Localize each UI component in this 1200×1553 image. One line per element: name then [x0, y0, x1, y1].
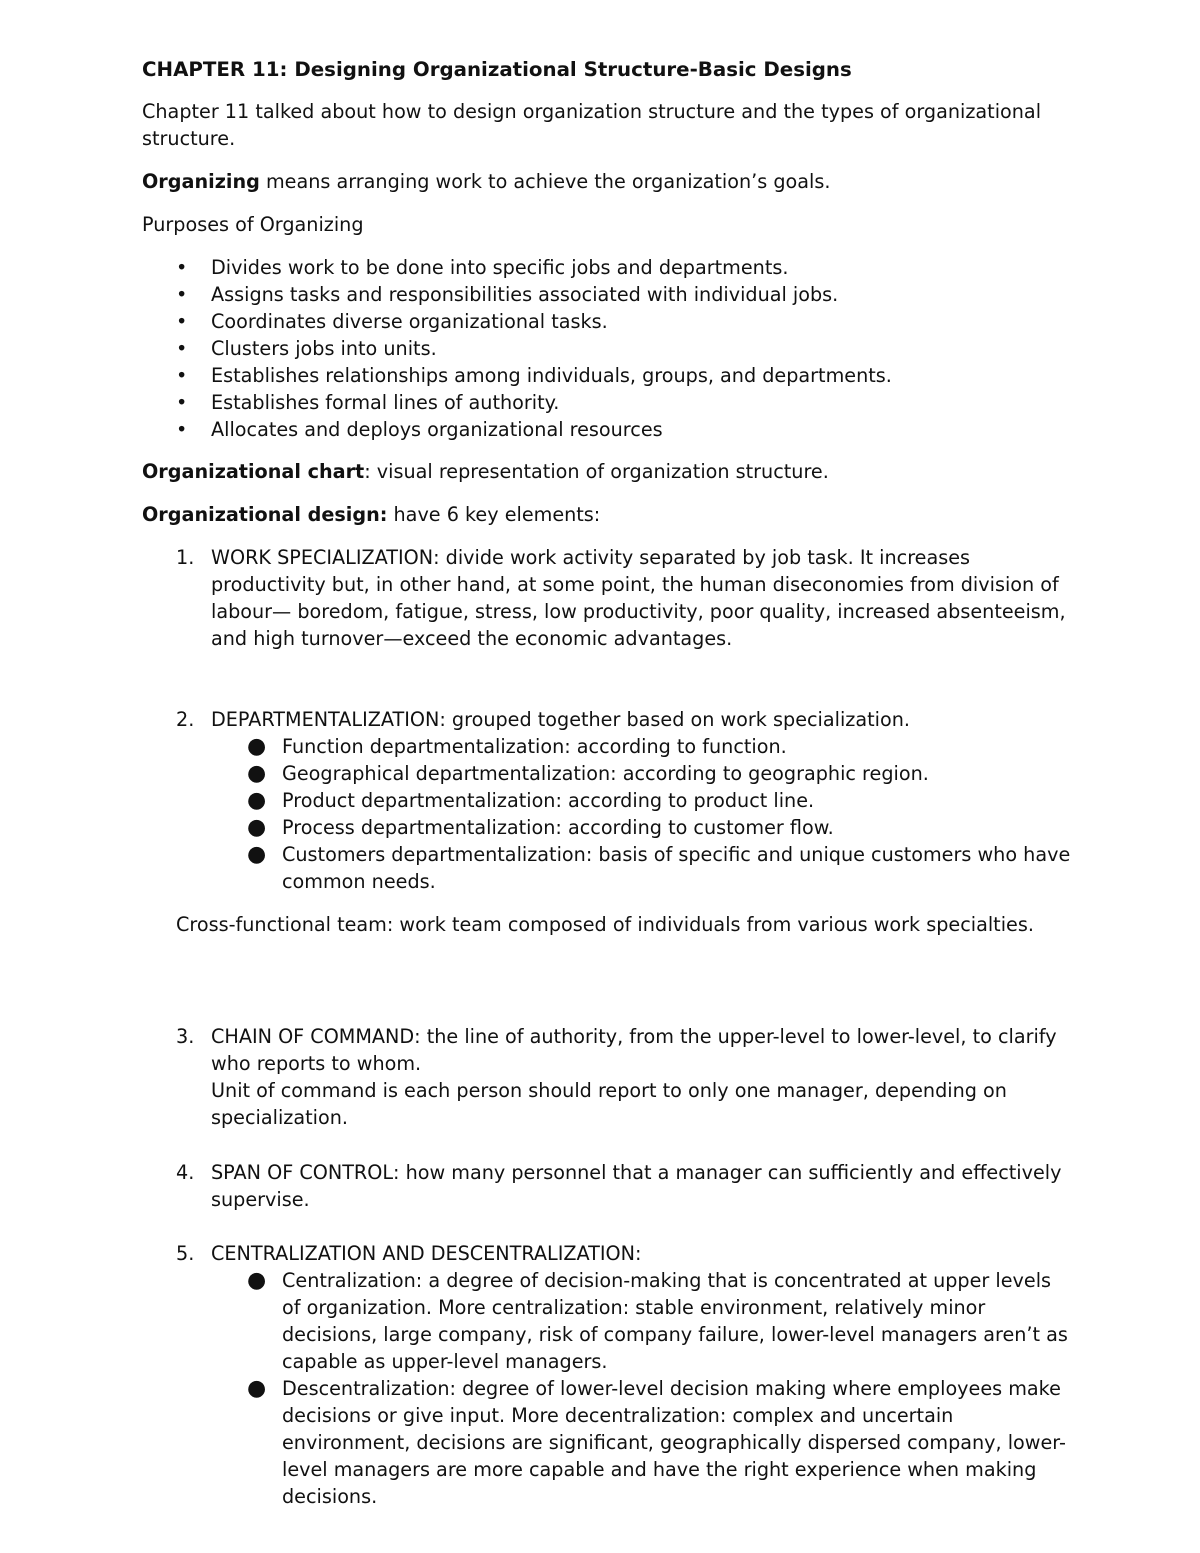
item-number: 4. — [176, 1161, 195, 1184]
bullet-marker: • — [176, 391, 188, 414]
descentralization-text: Descentralization: degree of lower-level decision making where employees make decisions or give input. More decentralization: complex and uncertain environment, decisions are significant, geographically dispersed company, lower-level managers are more capable and have the right experience when making decisions. — [282, 1377, 1066, 1508]
bullet-marker: • — [176, 256, 188, 279]
list-item: ● Process departmentalization: according to customer flow. — [247, 815, 834, 840]
purposes-heading: Purposes of Organizing — [142, 213, 364, 236]
item-number: 1. — [176, 546, 195, 569]
organizing-term: Organizing — [142, 170, 260, 193]
intro-paragraph: Chapter 11 talked about how to design organization structure and the types of organizational structure. — [142, 100, 1042, 150]
org-design-term: Organizational design: — [142, 503, 388, 526]
bullet-marker: ● — [247, 788, 267, 813]
org-chart-term: Organizational chart — [142, 460, 365, 483]
purposes-list — [142, 254, 1072, 443]
bullet-marker: • — [176, 283, 188, 306]
cross-functional-team: Cross-functional team: work team composed of individuals from various work specialties. — [176, 913, 1034, 936]
list-item: ● Product departmentalization: according to product line. — [247, 788, 815, 813]
list-item: ● Customers departmentalization: basis of specific and unique customers who have common needs. — [247, 842, 1071, 893]
item-number: 3. — [176, 1025, 195, 1048]
bullet-marker: ● — [247, 1268, 267, 1293]
bullet-marker: • — [176, 418, 188, 441]
chapter-title: CHAPTER 11: Designing Organizational Structure-Basic Designs — [142, 58, 852, 81]
unit-of-command-text: Unit of command is each person should report to only one manager, depending on specialization. — [211, 1079, 1007, 1129]
list-item: • Divides work to be done into specific jobs and departments. — [176, 256, 789, 279]
element-4 — [142, 1159, 1072, 1213]
list-item — [142, 706, 1072, 733]
org-chart-definition — [142, 458, 1072, 485]
list-item: ● Geographical departmentalization: according to geographic region. — [247, 761, 929, 786]
list-item — [142, 1240, 1072, 1267]
org-design-text: have 6 key elements: — [387, 503, 601, 526]
bullet-marker: • — [176, 310, 188, 333]
centralization-text: Centralization: a degree of decision-making that is concentrated at upper levels of organization. More centralization: stable environment, relatively minor decisions, large company, risk of company failure, lower-level managers aren’t as capable as upper-level managers. — [282, 1269, 1068, 1373]
centralization-list — [142, 1267, 1072, 1510]
centralization-heading: CENTRALIZATION AND DESCENTRALIZATION: — [211, 1242, 642, 1265]
item-number: 2. — [176, 708, 195, 731]
span-of-control-text: SPAN OF CONTROL: how many personnel that a manager can sufficiently and effectively supervise. — [211, 1161, 1062, 1211]
element-3 — [142, 1023, 1072, 1131]
org-chart-text: : visual representation of organization structure. — [364, 460, 829, 483]
bullet-marker: ● — [247, 734, 267, 759]
departmentalization-text: DEPARTMENTALIZATION: grouped together based on work specialization. — [211, 708, 910, 731]
organizing-text: means arranging work to achieve the organization’s goals. — [259, 170, 831, 193]
list-item — [142, 544, 1072, 652]
list-item: • Establishes formal lines of authority. — [176, 391, 560, 414]
list-item — [142, 1375, 1072, 1510]
bullet-marker: ● — [247, 842, 267, 867]
list-item: • Establishes relationships among individuals, groups, and departments. — [176, 364, 892, 387]
list-item: • Allocates and deploys organizational resources — [176, 418, 663, 441]
organizing-definition — [142, 168, 1072, 195]
bullet-marker: ● — [247, 1376, 267, 1401]
list-item: • Assigns tasks and responsibilities associated with individual jobs. — [176, 283, 839, 306]
org-design-definition — [142, 501, 1072, 528]
bullet-marker: • — [176, 337, 188, 360]
list-item — [142, 1267, 1072, 1375]
list-item — [142, 1023, 1072, 1131]
list-item: ● Function departmentalization: according to function. — [247, 734, 787, 759]
work-specialization-text: WORK SPECIALIZATION: divide work activity separated by job task. It increases productivity but, in other hand, at some point, the human diseconomies from division of labour— boredom, fatigue, stress, low productivity, poor quality, increased absenteeism, and high turnover—exceed the economic advantages. — [211, 546, 1066, 650]
list-item — [142, 1159, 1072, 1213]
list-item: • Clusters jobs into units. — [176, 337, 437, 360]
element-5 — [142, 1240, 1072, 1510]
bullet-marker: • — [176, 364, 188, 387]
list-item: • Coordinates diverse organizational tasks. — [176, 310, 608, 333]
departmentalization-list — [142, 733, 1072, 895]
chain-of-command-text: CHAIN OF COMMAND: the line of authority, from the upper-level to lower-level, to clarify who reports to whom. — [211, 1025, 1057, 1075]
element-2 — [142, 706, 1072, 895]
bullet-marker: ● — [247, 761, 267, 786]
element-1 — [142, 544, 1072, 652]
bullet-marker: ● — [247, 815, 267, 840]
item-number: 5. — [176, 1242, 195, 1265]
